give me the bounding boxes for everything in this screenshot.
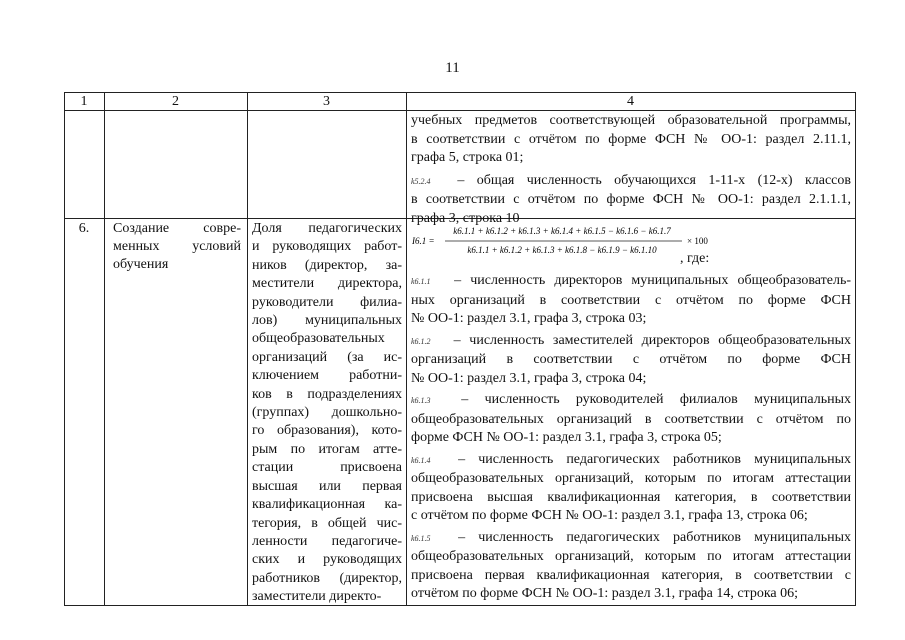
header-col-1: 1 xyxy=(80,94,88,109)
text-line: организаций (за ис- xyxy=(252,349,402,365)
formula-suffix: , где: xyxy=(680,251,710,266)
header-col-2: 2 xyxy=(172,94,179,109)
text-line: присвоена высшая квалификационная категория, в соответствии xyxy=(411,489,851,505)
text-line: № ОО-1: раздел 3.1, графа 3, строка 03; xyxy=(411,311,647,326)
text-line: ских и руководящих xyxy=(252,552,402,568)
definition-text: – численность заместителей директоров общеобразовательных xyxy=(453,332,851,348)
definition-text: – численность педагогических работников муниципальных xyxy=(458,529,851,545)
formula-lhs: I6.1 = xyxy=(412,236,435,246)
text-line: рым по итогам атте- xyxy=(252,441,402,457)
table-border-left xyxy=(64,92,65,606)
text-line: общеобразовательных организаций, которым по итогам аттестации xyxy=(411,471,851,486)
text-line: ных организаций в соответствии с отчётом по форме ФСН xyxy=(411,292,851,308)
formula-numerator: k6.1.1 + k6.1.2 + k6.1.3 + k6.1.4 + k6.1.5 − k6.1.6 − k6.1.7 xyxy=(453,226,671,236)
text-line: высшая или первая xyxy=(252,478,402,494)
text-line: присвоена первая квалификационная категория, в соответствии с xyxy=(411,567,851,583)
text-line: менных условий xyxy=(113,239,241,254)
definition-text: – численность руководителей филиалов муниципальных xyxy=(461,392,852,407)
text-line: работников (директор, xyxy=(252,570,402,586)
column-divider-3 xyxy=(406,92,407,606)
text-line: заместители директо- xyxy=(252,589,382,605)
text-line: местители директора, xyxy=(252,276,402,292)
definition-block xyxy=(411,391,851,448)
text-line: руководители филиа- xyxy=(252,294,402,310)
text-line: общеобразовательных организаций в соответствии с отчётом по xyxy=(411,411,851,427)
definition-text: – общая численность обучающихся 1-11-х (12-х) классов xyxy=(457,172,852,188)
definitions xyxy=(411,272,851,607)
text-line: квалификационная ка- xyxy=(252,497,402,513)
k-symbol: k6.1.2 xyxy=(411,336,431,346)
formula-multiplier: × 100 xyxy=(687,236,708,246)
indicator-description xyxy=(252,220,402,607)
text-line: с отчётом по форме ФСН № ОО-1: раздел 3.1, графа 13, строка 06; xyxy=(411,508,808,523)
text-line: ленности педагогиче- xyxy=(252,533,402,549)
text-line: лов) муниципальных xyxy=(252,313,402,329)
text-line: (группах) дошкольно- xyxy=(252,405,402,421)
definition-first-line xyxy=(411,451,851,471)
text-line: учебных предметов соответствующей образовательной программы, xyxy=(411,113,851,128)
header-col-3: 3 xyxy=(323,94,330,109)
column-divider-2 xyxy=(247,92,248,606)
text-line: и руководящих работ- xyxy=(252,239,402,255)
column-divider-1 xyxy=(104,92,105,606)
text-line: Создание совре- xyxy=(113,221,241,236)
text-line: отчётом по форме ФСН № ОО-1: раздел 3.1, графа 14, строка 06; xyxy=(411,586,799,601)
header-divider xyxy=(64,110,856,111)
row-number: 6. xyxy=(78,221,90,236)
k-symbol: k6.1.4 xyxy=(411,455,431,465)
definition-block xyxy=(411,529,851,604)
formula xyxy=(412,222,852,262)
definition-text: – численность педагогических работников муниципальных xyxy=(458,451,851,467)
text-line: общеобразовательных организаций, которым по итогам аттестации xyxy=(411,549,851,564)
k-symbol: k6.1.3 xyxy=(411,396,431,405)
text-line: общеобразовательных xyxy=(252,331,385,347)
definition-first-line xyxy=(411,172,851,192)
page-number: 11 xyxy=(445,60,460,76)
header-col-4: 4 xyxy=(627,94,634,109)
text-line: стации присвоена xyxy=(252,460,402,476)
text-line: тегория, в общей чис- xyxy=(252,515,402,531)
definition-block xyxy=(411,332,851,389)
definition-first-line xyxy=(411,391,851,411)
text-line: обучения xyxy=(113,257,169,272)
k-symbol: k5.2.4 xyxy=(411,176,431,186)
formula-denominator: k6.1.1 + k6.1.2 + k6.1.3 + k6.1.8 − k6.1.9 − k6.1.10 xyxy=(467,245,657,255)
text-line: в соответствии с отчётом по форме ФСН № ОО-1: раздел 2.1.1.1, xyxy=(411,192,851,207)
text-line: ников (директор, за- xyxy=(252,257,402,273)
definition-block xyxy=(411,272,851,329)
text-line: организаций в соответствии с отчётом по форме ФСН xyxy=(411,352,851,367)
table-border-right xyxy=(855,92,856,606)
definition-text: – численность директоров муниципальных общеобразователь- xyxy=(454,273,851,288)
definition-first-line xyxy=(411,272,851,292)
continuation-text xyxy=(411,112,851,228)
formula-svg xyxy=(412,222,852,262)
definition-block xyxy=(411,451,851,526)
text-line: в соответствии с отчётом по форме ФСН № ОО-1: раздел 2.11.1, xyxy=(411,131,851,147)
text-line: ков в подразделениях xyxy=(252,386,402,402)
text-line: графа 3, строка 10 xyxy=(411,210,520,226)
k-symbol: k6.1.5 xyxy=(411,533,431,543)
text-line: графа 5, строка 01; xyxy=(411,150,524,165)
definition-first-line xyxy=(411,529,851,549)
indicator-name xyxy=(113,220,241,274)
text-line: ключением работни- xyxy=(252,368,402,384)
text-line: го образования), кото- xyxy=(252,423,402,439)
text-line: № ОО-1: раздел 3.1, графа 3, строка 04; xyxy=(411,370,647,386)
text-line: форме ФСН № ОО-1: раздел 3.1, графа 3, строка 05; xyxy=(411,430,722,445)
text-line: Доля педагогических xyxy=(252,221,402,236)
k-symbol: k6.1.1 xyxy=(411,277,431,286)
definition-first-line xyxy=(411,332,851,352)
